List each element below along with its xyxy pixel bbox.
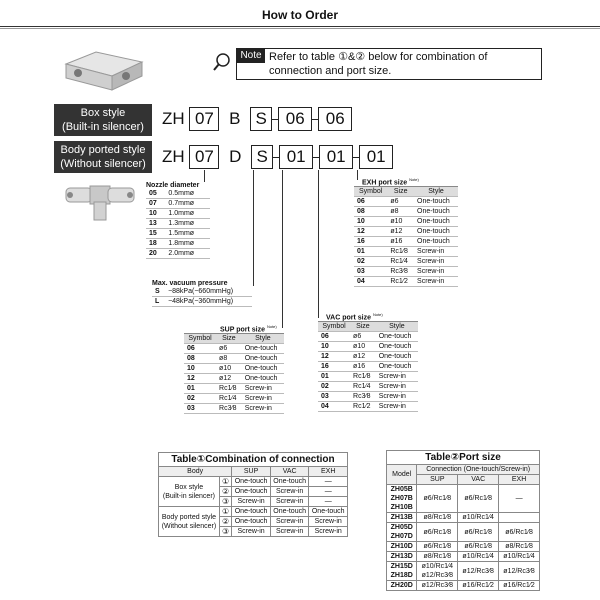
table1-block [158, 452, 348, 537]
vac-row-size: Rc1⁄2 [350, 402, 376, 412]
exh-title: EXH port size [362, 179, 408, 187]
nozzle-row-value: 1.3mmø [165, 219, 210, 229]
table1-exh: — [309, 477, 348, 487]
table1-vac: Screw-in [270, 487, 309, 497]
vacuum-leader-line [253, 170, 254, 286]
sup-row-style: Screw-in [242, 404, 284, 414]
exh-row-style: One-touch [414, 227, 458, 237]
table2-vac: ø10/Rc1⁄4 [458, 552, 499, 562]
exh-row-style: One-touch [414, 237, 458, 247]
table1 [158, 466, 348, 537]
sup-row-size: Rc3⁄8 [216, 404, 242, 414]
nozzle-row [146, 239, 210, 249]
vac-row [318, 332, 418, 342]
table2-exh: ø10/Rc1⁄4 [499, 552, 540, 562]
sup-row-header-row [184, 334, 284, 344]
sup-row-symbol: 10 [184, 364, 216, 374]
vac-row-size: ø10 [350, 342, 376, 352]
table2-exh [499, 513, 540, 523]
nozzle-row-symbol: 10 [146, 209, 165, 219]
table2-row [387, 562, 540, 581]
exh-row-size: ø10 [387, 217, 414, 227]
table2-row [387, 581, 540, 591]
table2-vac: ø6/Rc1⁄8 [458, 485, 499, 513]
table1-vac: Screw-in [270, 517, 309, 527]
exh-row-header: Size [387, 187, 414, 197]
table2-model: ZH05D ZH07D [387, 523, 417, 542]
vac-row-symbol: 02 [318, 382, 350, 392]
table2-exh-header: EXH [499, 475, 540, 485]
body-style-code [162, 145, 393, 169]
sup-note-mark: Note) [266, 324, 277, 329]
table2-model: ZH15D ZH18D [387, 562, 417, 581]
table1-vac: Screw-in [270, 497, 309, 507]
sup-row [184, 404, 284, 414]
vac-leader-line [318, 170, 319, 318]
exh-row-symbol: 04 [354, 277, 387, 287]
table2-row [387, 523, 540, 542]
box-style-label-line1: Box style [80, 107, 126, 119]
nozzle-row-symbol: 05 [146, 189, 165, 199]
nozzle-row-value: 2.0mmø [165, 249, 210, 259]
table2-vac: ø16/Rc1⁄2 [458, 581, 499, 591]
exh-row-header: Symbol [354, 187, 387, 197]
vac-row-style: One-touch [376, 342, 418, 352]
vac-row-symbol: 10 [318, 342, 350, 352]
sup-row-symbol: 03 [184, 404, 216, 414]
exh-row [354, 257, 458, 267]
exh-row-size: ø16 [387, 237, 414, 247]
table1-group-label-line1: Box style [174, 483, 204, 491]
vac-row-size: ø6 [350, 332, 376, 342]
table2-exh: — [499, 485, 540, 513]
table2-vac: ø12/Rc3⁄8 [458, 562, 499, 581]
nozzle-leader-line [204, 170, 205, 182]
sup-row-style: One-touch [242, 344, 284, 354]
table2-block [386, 450, 540, 591]
exh-note-mark: Note) [409, 177, 419, 182]
exh-row-style: Screw-in [414, 247, 458, 257]
sup-row-style: One-touch [242, 374, 284, 384]
table1-group-label [159, 507, 220, 537]
sup-row [184, 384, 284, 394]
vacuum-row-symbol: S [152, 287, 165, 297]
table2-sup: ø6/Rc1⁄8 [417, 523, 458, 542]
exh-row [354, 237, 458, 247]
sup-row-style: One-touch [242, 364, 284, 374]
table1-sup: One-touch [232, 477, 271, 487]
body-style-label [54, 141, 152, 173]
exh-row-style: One-touch [414, 207, 458, 217]
vacuum-table [152, 287, 252, 307]
sup-row-style: One-touch [242, 354, 284, 364]
table2-sup: ø10/Rc1⁄4 ø12/Rc3⁄8 [417, 562, 458, 581]
table2-sup: ø12/Rc3⁄8 [417, 581, 458, 591]
exh-row-symbol: 10 [354, 217, 387, 227]
vac-row-style: One-touch [376, 352, 418, 362]
exh-row-size: Rc1⁄2 [387, 277, 414, 287]
table2-sup-header: SUP [417, 475, 458, 485]
table2-exh: ø12/Rc3⁄8 [499, 562, 540, 581]
exh-table [354, 186, 458, 287]
vac-row [318, 352, 418, 362]
nozzle-table [146, 189, 210, 259]
table2-model: ZH13D [387, 552, 417, 562]
code-prefix: ZH [162, 147, 185, 166]
table2 [386, 464, 540, 591]
table1-combo-number: ① [219, 477, 231, 487]
vac-row-style: Screw-in [376, 402, 418, 412]
exh-row [354, 197, 458, 207]
vac-row-style: Screw-in [376, 382, 418, 392]
table1-combo-number: ③ [219, 527, 231, 537]
nozzle-row-value: 0.7mmø [165, 199, 210, 209]
exh-row-style: One-touch [414, 217, 458, 227]
table1-col-header: EXH [309, 467, 348, 477]
sup-row-symbol: 12 [184, 374, 216, 384]
table1-header-row [159, 467, 348, 477]
vac-row-style: One-touch [376, 332, 418, 342]
exh-row-header-row [354, 187, 458, 197]
exh-row-size: Rc1⁄8 [387, 247, 414, 257]
exh-row-symbol: 01 [354, 247, 387, 257]
nozzle-code-box: 07 [189, 145, 219, 169]
sup-row-symbol: 08 [184, 354, 216, 364]
exh-row-symbol: 06 [354, 197, 387, 207]
table2-model: ZH13B [387, 513, 417, 523]
table1-combo-number: ② [219, 517, 231, 527]
vac-row-size: Rc3⁄8 [350, 392, 376, 402]
sup-row-header: Style [242, 334, 284, 344]
vac-row-symbol: 16 [318, 362, 350, 372]
vac-row [318, 402, 418, 412]
vac-row-header: Symbol [318, 322, 350, 332]
table1-body-header: Body [159, 467, 232, 477]
table1-group-label-line2: (Without silencer) [161, 522, 217, 530]
nozzle-table-block [146, 182, 210, 259]
note-text: Refer to table ①&② below for combination of connection and port size. [269, 51, 488, 77]
vac-row-header: Size [350, 322, 376, 332]
table1-exh: — [309, 487, 348, 497]
sup-row [184, 374, 284, 384]
table2-exh: ø16/Rc1⁄2 [499, 581, 540, 591]
table2-sup: ø8/Rc1⁄8 [417, 552, 458, 562]
table2-connection-header: Connection (One-touch/Screw-in) [417, 465, 540, 475]
table1-combo-number: ① [219, 507, 231, 517]
nozzle-row [146, 249, 210, 259]
exh-row [354, 217, 458, 227]
sup-leader-line [282, 170, 283, 328]
table2-row [387, 542, 540, 552]
vacuum-row-value: −48kPa(−360mmHg) [165, 297, 252, 307]
vac-row [318, 382, 418, 392]
vacuum-row [152, 287, 252, 297]
nozzle-row-value: 1.0mmø [165, 209, 210, 219]
vac-port-code-box: 01 [319, 145, 353, 169]
vacuum-table-block [152, 280, 252, 307]
box-style-label-line2: (Built-in silencer) [62, 121, 144, 133]
exh-code-box: 01 [359, 145, 393, 169]
vac-table-block [318, 312, 418, 412]
table1-vac: Screw-in [270, 527, 309, 537]
table2-row [387, 513, 540, 523]
table2-vac: ø6/Rc1⁄8 [458, 523, 499, 542]
vac-row-symbol: 04 [318, 402, 350, 412]
exh-row [354, 207, 458, 217]
vac-row-header: Style [376, 322, 418, 332]
nozzle-row [146, 189, 210, 199]
note-box [236, 48, 542, 80]
vac-row-symbol: 03 [318, 392, 350, 402]
sup-code-box: 01 [279, 145, 313, 169]
box-style-product-image [56, 46, 146, 96]
vac-row-symbol: 06 [318, 332, 350, 342]
vac-row-header-row [318, 322, 418, 332]
nozzle-row-value: 1.5mmø [165, 229, 210, 239]
table2-model: ZH05B ZH07B ZH10B [387, 485, 417, 513]
table2-sup: ø8/Rc1⁄8 [417, 513, 458, 523]
sup-row-symbol: 01 [184, 384, 216, 394]
nozzle-row-symbol: 13 [146, 219, 165, 229]
nozzle-row [146, 219, 210, 229]
exh-row-size: ø8 [387, 207, 414, 217]
nozzle-row-symbol: 20 [146, 249, 165, 259]
table1-group-label-line2: (Built-in silencer) [162, 492, 215, 500]
exh-row [354, 247, 458, 257]
table1-sup: Screw-in [232, 527, 271, 537]
sup-row-symbol: 02 [184, 394, 216, 404]
table2-vac: ø6/Rc1⁄8 [458, 542, 499, 552]
vac-row-size: ø16 [350, 362, 376, 372]
table1-combo-number: ③ [219, 497, 231, 507]
table2-title: Table②Port size [386, 450, 540, 464]
table1-combo-number: ② [219, 487, 231, 497]
exh-row-style: Screw-in [414, 267, 458, 277]
sup-row-size: ø10 [216, 364, 242, 374]
exh-row-symbol: 03 [354, 267, 387, 277]
exh-row [354, 277, 458, 287]
exh-row-header: Style [414, 187, 458, 197]
exh-row-symbol: 02 [354, 257, 387, 267]
table2-exh: ø6/Rc1⁄8 [499, 523, 540, 542]
table1-group-label [159, 477, 220, 507]
table2-model: ZH20D [387, 581, 417, 591]
table1-sup: Screw-in [232, 497, 271, 507]
vac-row [318, 392, 418, 402]
sup-row [184, 394, 284, 404]
exh-row-style: Screw-in [414, 277, 458, 287]
vac-table [318, 321, 418, 412]
exh-row-symbol: 16 [354, 237, 387, 247]
vacuum-row-symbol: L [152, 297, 165, 307]
table2-exh: ø8/Rc1⁄8 [499, 542, 540, 552]
table1-group-label-line1: Body ported style [161, 513, 216, 521]
nozzle-row-value: 0.5mmø [165, 189, 210, 199]
nozzle-title: Nozzle diameter [146, 182, 200, 189]
vac-row-style: One-touch [376, 362, 418, 372]
body-style-label-line2: (Without silencer) [60, 158, 146, 170]
page-title: How to Order [261, 8, 338, 22]
nozzle-row-symbol: 15 [146, 229, 165, 239]
vac-row [318, 372, 418, 382]
table2-sup: ø6/Rc1⁄8 [417, 485, 458, 513]
vac-note-mark: Note) [372, 312, 383, 317]
table2-vac: ø10/Rc1⁄4 [458, 513, 499, 523]
table2-model: ZH10D [387, 542, 417, 552]
vac-row-size: Rc1⁄8 [350, 372, 376, 382]
nozzle-row [146, 199, 210, 209]
sup-row-style: Screw-in [242, 384, 284, 394]
table2-row [387, 485, 540, 513]
table1-col-header: SUP [232, 467, 271, 477]
table2-model-header: Model [387, 465, 417, 485]
sup-row-header: Symbol [184, 334, 216, 344]
vac-row-style: Screw-in [376, 392, 418, 402]
title-rule-secondary [0, 28, 600, 29]
nozzle-code-box: 07 [189, 107, 219, 131]
exh-row-size: Rc1⁄4 [387, 257, 414, 267]
table1-exh: Screw-in [309, 527, 348, 537]
nozzle-row-symbol: 07 [146, 199, 165, 209]
sup-row-size: ø12 [216, 374, 242, 384]
sup-row [184, 354, 284, 364]
sup-row [184, 364, 284, 374]
sup-row-header: Size [216, 334, 242, 344]
vac-row-symbol: 12 [318, 352, 350, 362]
table1-exh: One-touch [309, 507, 348, 517]
sup-table [184, 333, 284, 414]
nozzle-row [146, 209, 210, 219]
body-ported-product-image [60, 178, 140, 224]
note-tag: Note [237, 49, 265, 63]
table1-exh: — [309, 497, 348, 507]
exh-row [354, 227, 458, 237]
type-code: D [229, 147, 242, 166]
exh-row-symbol: 08 [354, 207, 387, 217]
table1-row [159, 507, 348, 517]
table1-col-header: VAC [270, 467, 309, 477]
vac-row-style: Screw-in [376, 372, 418, 382]
exh-row-size: Rc3⁄8 [387, 267, 414, 277]
sup-row-symbol: 06 [184, 344, 216, 354]
exh-row-style: One-touch [414, 197, 458, 207]
vac-row [318, 342, 418, 352]
exh-row [354, 267, 458, 277]
sup-row-size: ø8 [216, 354, 242, 364]
sup-row-size: Rc1⁄4 [216, 394, 242, 404]
vacuum-title: Max. vacuum pressure [152, 280, 228, 287]
table1-vac: One-touch [270, 477, 309, 487]
vacuum-row [152, 297, 252, 307]
nozzle-row-value: 1.8mmø [165, 239, 210, 249]
sup-table-block [184, 324, 284, 414]
table2-vac-header: VAC [458, 475, 499, 485]
vac-row-symbol: 01 [318, 372, 350, 382]
table1-exh: Screw-in [309, 517, 348, 527]
table1-row [159, 477, 348, 487]
code-prefix: ZH [162, 109, 185, 128]
exh-table-block [354, 177, 458, 287]
vacuum-row-value: −88kPa(−660mmHg) [165, 287, 252, 297]
vac-row [318, 362, 418, 372]
magnifier-icon [212, 52, 232, 72]
vac-row-size: Rc1⁄4 [350, 382, 376, 392]
body-style-label-line1: Body ported style [60, 144, 146, 156]
sup-row-size: ø6 [216, 344, 242, 354]
box-style-label [54, 104, 152, 136]
table1-sup: One-touch [232, 507, 271, 517]
vacuum-code-box: S [250, 107, 272, 131]
exh-row-style: Screw-in [414, 257, 458, 267]
exh-row-size: ø12 [387, 227, 414, 237]
sup-code-box: 06 [278, 107, 312, 131]
exh-row-symbol: 12 [354, 227, 387, 237]
table1-vac: One-touch [270, 507, 309, 517]
sup-title: SUP port size [220, 326, 265, 334]
vac-row-size: ø12 [350, 352, 376, 362]
table1-sup: One-touch [232, 517, 271, 527]
table2-row [387, 552, 540, 562]
sup-row-style: Screw-in [242, 394, 284, 404]
exh-code-box: 06 [318, 107, 352, 131]
nozzle-row-symbol: 18 [146, 239, 165, 249]
sup-row-size: Rc1⁄8 [216, 384, 242, 394]
vacuum-code-box: S [251, 145, 273, 169]
box-style-code [162, 107, 352, 131]
type-code: B [229, 109, 241, 128]
table2-sup: ø6/Rc1⁄8 [417, 542, 458, 552]
sup-row [184, 344, 284, 354]
table1-title: Table①Combination of connection [158, 452, 348, 466]
table1-sup: One-touch [232, 487, 271, 497]
title-rule [0, 26, 600, 27]
exh-row-size: ø6 [387, 197, 414, 207]
vac-title: VAC port size [326, 314, 371, 322]
nozzle-row [146, 229, 210, 239]
